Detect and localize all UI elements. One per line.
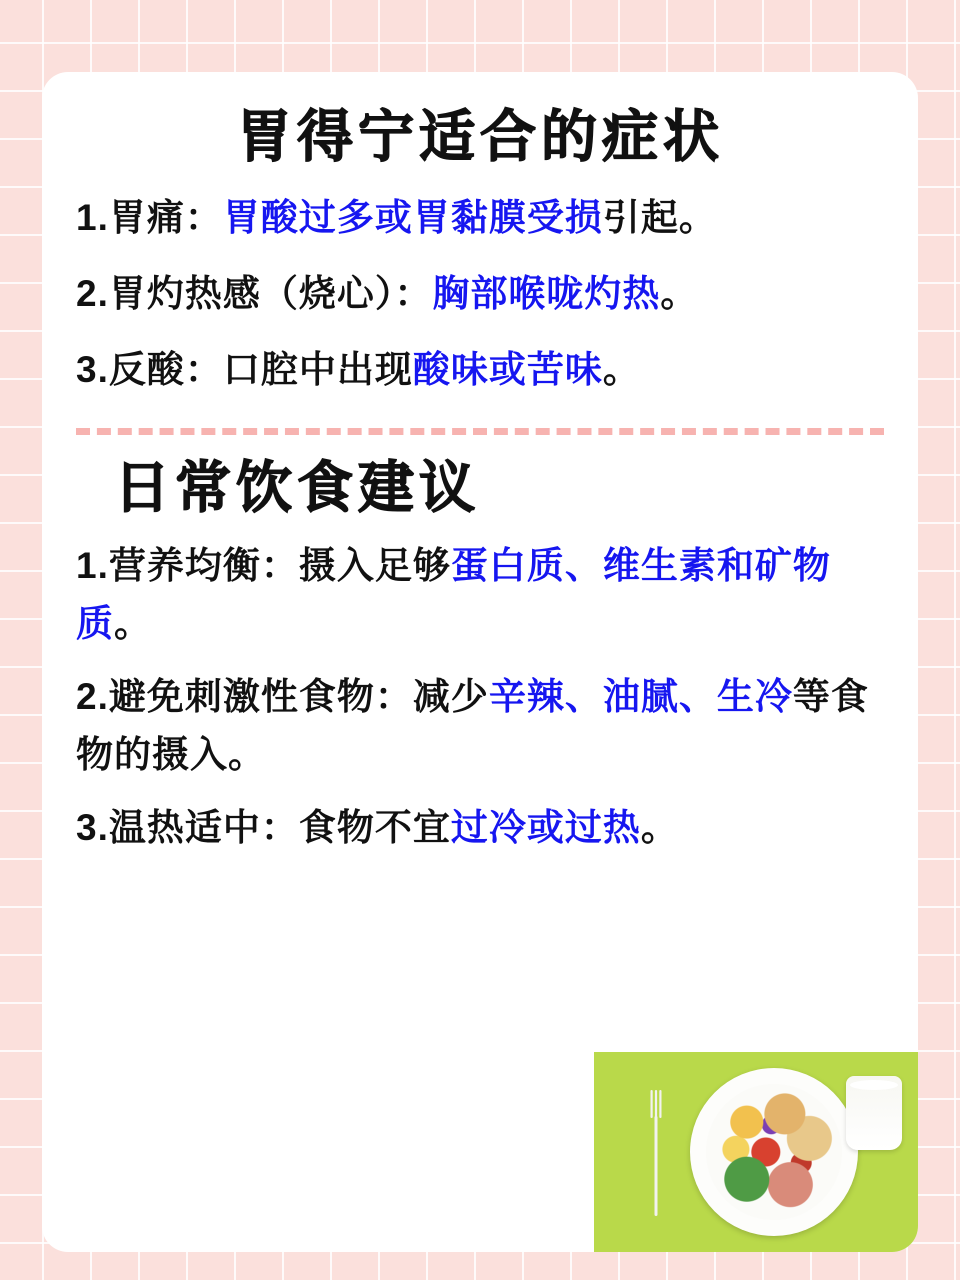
symptom-item-2-prefix: 2.胃灼热感（烧心）：	[76, 272, 433, 314]
fork-icon	[650, 1086, 662, 1218]
plate-graphic	[690, 1068, 858, 1236]
symptoms-section	[76, 90, 884, 400]
content-card	[42, 72, 918, 1252]
milk-glass-graphic	[846, 1076, 902, 1150]
diet-item-2-prefix: 2.避免刺激性食物：减少	[76, 675, 489, 717]
diet-item-1	[76, 537, 884, 654]
healthy-meal-photo	[594, 1052, 918, 1252]
diet-item-2	[76, 668, 884, 785]
diet-item-3-highlight: 过冷或过热	[450, 806, 641, 848]
diet-title: 日常饮食建议	[114, 455, 480, 519]
diet-item-1-highlight: 蛋白质、维生素和矿物质	[76, 544, 831, 645]
dashed-divider	[76, 428, 884, 435]
diet-item-3-suffix: 。	[640, 806, 679, 848]
diet-item-1-suffix: 。	[114, 603, 152, 645]
symptom-item-3-highlight: 酸味或苦味	[412, 348, 603, 390]
symptom-item-3-suffix: 。	[602, 348, 641, 390]
plate-food	[706, 1084, 842, 1220]
symptom-item-1-highlight: 胃酸过多或胃黏膜受损	[222, 197, 603, 238]
diet-item-3	[76, 799, 884, 857]
diet-item-3-prefix: 3.温热适中：食物不宜	[76, 806, 451, 848]
symptoms-title: 胃得宁适合的症状	[236, 105, 724, 168]
symptom-item-2	[76, 264, 884, 324]
symptom-item-1	[76, 188, 884, 248]
diet-section	[76, 447, 884, 857]
diet-item-1-prefix: 1.营养均衡：摄入足够	[76, 544, 451, 586]
diet-item-2-suffix: 等食物的摄入。	[76, 675, 869, 776]
symptom-item-3-prefix: 3.反酸：口腔中出现	[76, 348, 413, 390]
symptom-item-1-prefix: 1.胃痛：	[76, 197, 223, 238]
symptom-item-3	[76, 340, 884, 400]
diet-item-2-highlight: 辛辣、油腻、生冷	[488, 675, 793, 717]
symptom-item-1-suffix: 引起。	[602, 197, 717, 238]
symptom-item-2-suffix: 。	[660, 272, 699, 314]
symptom-item-2-highlight: 胸部喉咙灼热	[432, 272, 661, 314]
